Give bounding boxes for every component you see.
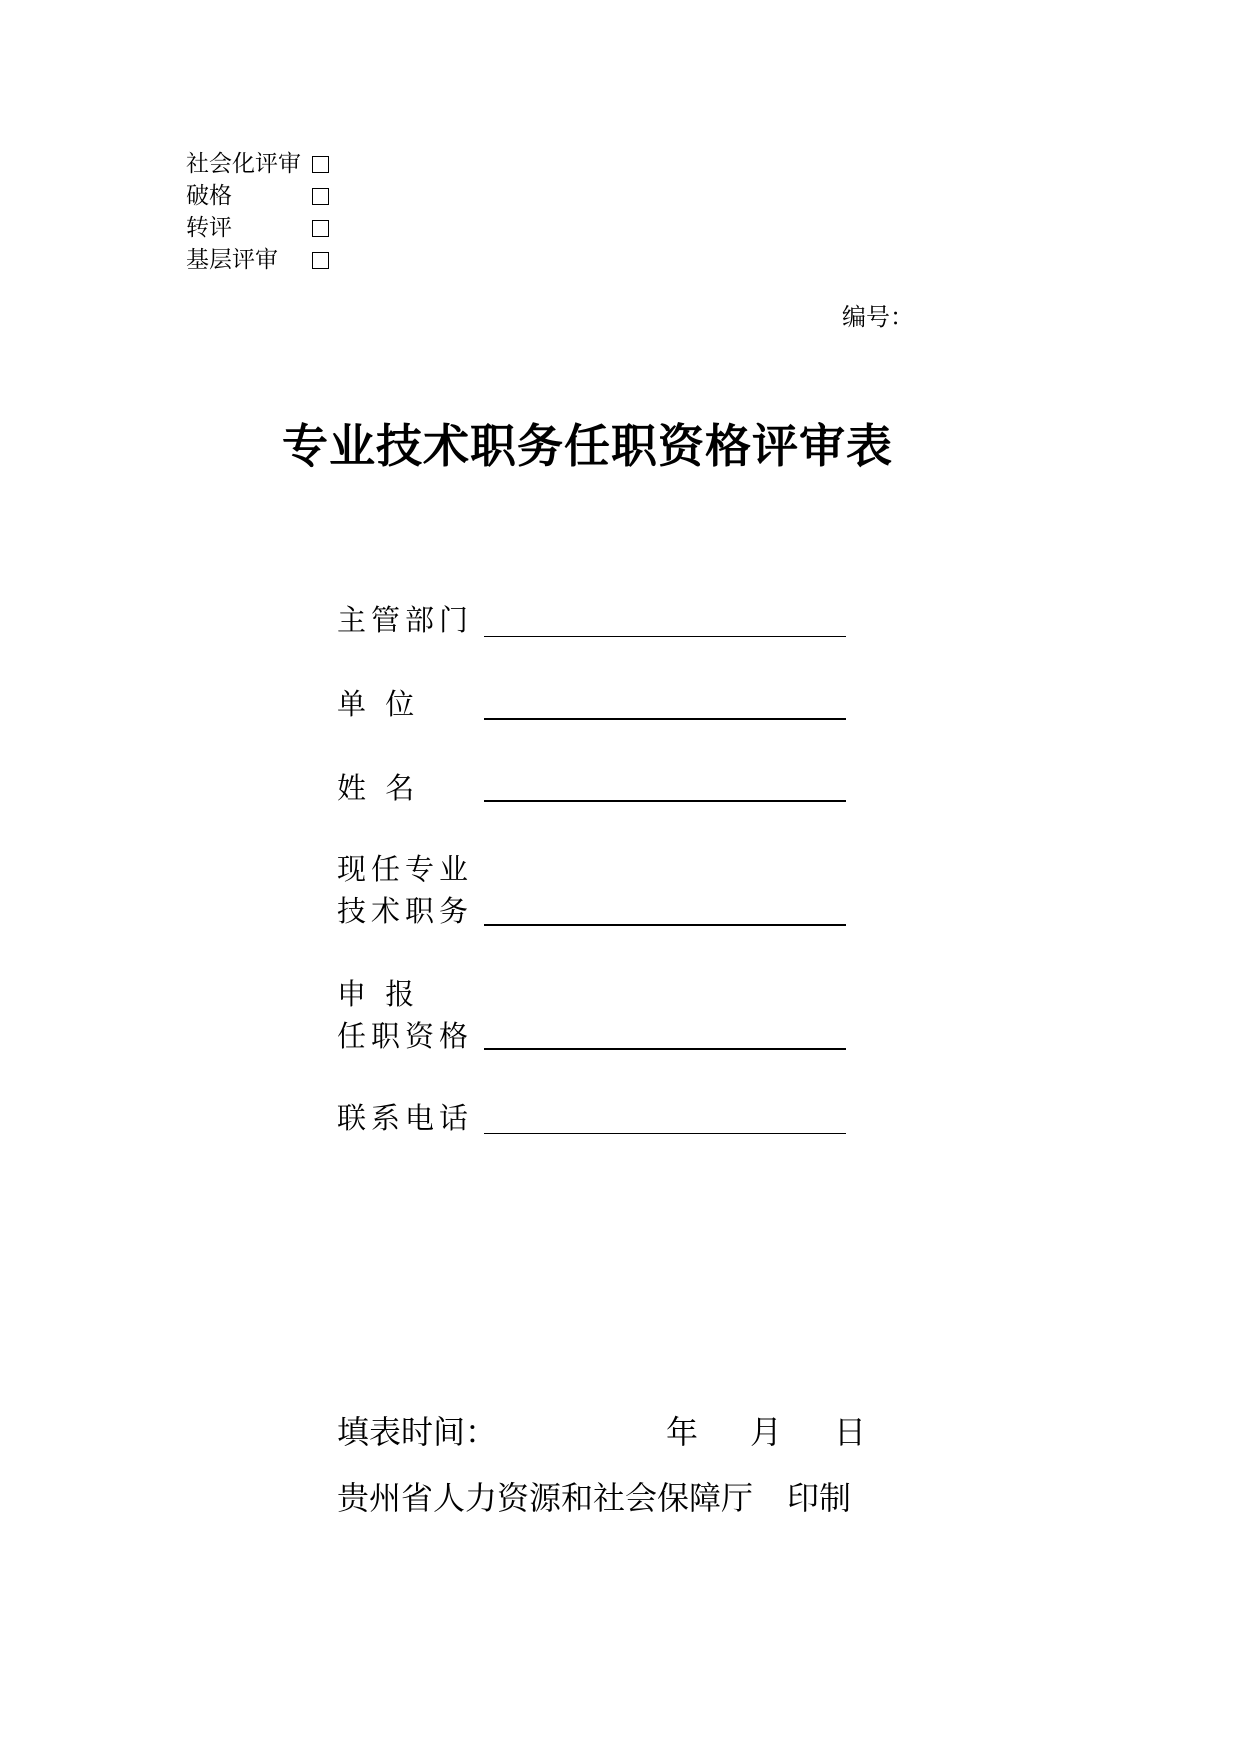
review-type-checkbox[interactable]	[312, 220, 329, 237]
year-unit: 年	[666, 1413, 699, 1451]
applied-qualification-label: 申 报 任职资格	[337, 977, 474, 1053]
review-type-exceptional	[186, 180, 329, 212]
review-type-label: 社会化评审	[186, 151, 301, 177]
unit-label: 单 位	[337, 687, 420, 721]
review-type-socialized	[186, 148, 329, 180]
publisher-imprint: 印制	[787, 1479, 852, 1517]
name-field[interactable]	[484, 800, 846, 802]
page-title: 专业技术职务任职资格评审表	[282, 419, 893, 473]
review-type-list	[186, 148, 329, 276]
applied-qualification-field[interactable]	[484, 1048, 846, 1050]
publisher-name: 贵州省人力资源和社会保障厅	[337, 1479, 754, 1517]
review-type-label: 破格	[186, 183, 232, 209]
name-label: 姓 名	[337, 771, 420, 805]
phone-label: 联系电话	[337, 1101, 474, 1135]
day-unit: 日	[834, 1413, 867, 1451]
publisher-line	[337, 1476, 851, 1520]
phone-field[interactable]	[484, 1133, 846, 1134]
review-type-checkbox[interactable]	[312, 156, 329, 173]
current-position-field[interactable]	[484, 924, 846, 926]
serial-number-label: 编号：	[842, 303, 914, 331]
month-unit: 月	[750, 1413, 783, 1451]
review-type-label: 基层评审	[186, 247, 278, 273]
review-type-transfer	[186, 212, 329, 244]
department-label: 主管部门	[337, 603, 474, 637]
review-type-checkbox[interactable]	[312, 188, 329, 205]
review-type-checkbox[interactable]	[312, 252, 329, 269]
review-type-label: 转评	[186, 215, 232, 241]
department-field[interactable]	[484, 636, 846, 637]
current-position-label: 现任专业 技术职务	[337, 852, 474, 928]
review-type-grassroots	[186, 244, 329, 276]
fill-date-label: 填表时间：	[337, 1413, 498, 1451]
unit-field[interactable]	[484, 718, 846, 720]
